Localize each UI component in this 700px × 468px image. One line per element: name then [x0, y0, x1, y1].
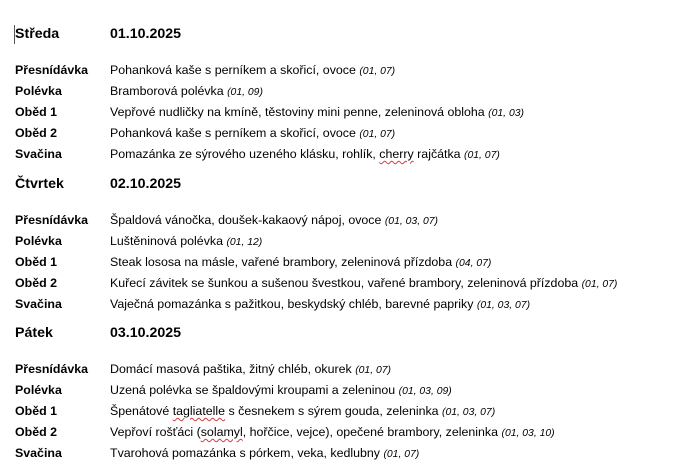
meal-label: Oběd 1 [15, 255, 57, 269]
allergen-codes: (01, 03, 07) [384, 216, 438, 227]
meal-row-obed-2 [0, 422, 700, 443]
meal-list [0, 359, 700, 464]
meal-description [110, 123, 395, 145]
meal-description [110, 359, 391, 381]
allergen-codes: (01, 03, 09) [398, 386, 452, 397]
meal-label: Oběd 1 [15, 105, 57, 119]
meal-row-svacina [0, 443, 700, 464]
meal-row-polevka [0, 380, 700, 401]
meal-row-presnidavka [0, 60, 700, 81]
meal-text: Pohanková kaše s perníkem a skořicí, ovoce [110, 126, 356, 140]
meal-row-presnidavka [0, 359, 700, 380]
meal-label: Přesnídávka [15, 213, 89, 227]
meal-text: Vepřové nudličky na kmíně, těstoviny mini penne, zeleninová obloha [110, 105, 485, 119]
spellcheck-flagged-word[interactable]: solamyl [200, 425, 243, 439]
meal-label: Oběd 2 [15, 126, 57, 140]
meal-text: s česnekem s sýrem gouda, zeleninka [225, 404, 439, 418]
meal-text: Tvarohová pomazánka s pórkem, veka, kedlubny [110, 446, 380, 460]
allergen-codes: (01, 03, 07) [442, 407, 496, 418]
meal-label: Polévka [15, 84, 62, 98]
meal-text: , hořčice, vejce), opečené brambory, zeleninka [242, 425, 499, 439]
allergen-codes: (01, 03, 10) [501, 428, 555, 439]
meal-row-presnidavka [0, 210, 700, 231]
day-header [0, 26, 700, 46]
meal-row-svacina [0, 144, 700, 165]
meal-description [110, 401, 495, 423]
allergen-codes: (01, 07) [359, 66, 396, 77]
meal-text: Špenátové [110, 404, 173, 418]
allergen-codes: (01, 07) [464, 150, 500, 161]
meal-row-obed-1 [0, 102, 700, 123]
meal-description [110, 210, 438, 232]
allergen-codes: (01, 07) [581, 279, 618, 290]
meal-text: rajčátka [413, 147, 461, 161]
meal-description [110, 102, 524, 124]
allergen-codes: (01, 07) [359, 129, 396, 140]
allergen-codes: (01, 03) [488, 108, 524, 119]
meal-text: Vepřoví rošťáci ( [110, 425, 201, 439]
meal-text: Pohanková kaše s perníkem a skořicí, ovoce [110, 63, 356, 77]
meal-text: Uzená polévka se špaldovými kroupami a zeleninou [110, 383, 396, 397]
allergen-codes: (01, 07) [355, 365, 391, 376]
meal-description [110, 273, 617, 295]
meal-description [110, 380, 452, 402]
meal-text: Kuřecí závitek se šunkou a sušenou švestkou, vařené brambory, zeleninová přízdoba [110, 276, 579, 290]
meal-description [110, 252, 491, 274]
day-section-thursday [0, 176, 700, 315]
meal-list [0, 210, 700, 315]
meal-row-obed-2 [0, 273, 700, 294]
meal-label: Svačina [15, 297, 62, 311]
meal-row-svacina [0, 294, 700, 315]
meal-label: Svačina [15, 446, 62, 460]
spellcheck-flagged-word[interactable]: tagliatelle [172, 404, 226, 418]
meal-description [110, 60, 395, 82]
meal-text: Pomazánka ze sýrového uzeného klásku, rohlík, [110, 147, 380, 161]
day-header [0, 325, 700, 345]
meal-description [110, 144, 500, 166]
meal-description [110, 294, 530, 316]
meal-label: Oběd 2 [15, 276, 57, 290]
day-name: Čtvrtek [15, 176, 64, 192]
meal-label: Oběd 1 [15, 404, 57, 418]
day-section-friday [0, 325, 700, 464]
allergen-codes: (01, 09) [227, 87, 263, 98]
meal-text: Domácí masová paštika, žitný chléb, okurek [110, 362, 352, 376]
day-date: 03.10.2025 [110, 325, 182, 341]
allergen-codes: (01, 12) [226, 237, 263, 248]
meal-label: Oběd 2 [15, 425, 57, 439]
meal-text: Bramborová polévka [110, 84, 224, 98]
meal-description [110, 231, 262, 253]
meal-text: Špaldová vánočka, doušek-kakaový nápoj, ovoce [110, 213, 382, 227]
meal-description [110, 81, 263, 103]
meal-row-obed-1 [0, 401, 700, 422]
meal-description [110, 443, 419, 465]
meal-row-polevka [0, 231, 700, 252]
spellcheck-flagged-word[interactable]: cherry [379, 147, 414, 161]
day-section-wednesday [0, 26, 700, 165]
meal-text: Luštěninová polévka [110, 234, 223, 248]
allergen-codes: (01, 03, 07) [476, 300, 531, 311]
allergen-codes: (04, 07) [455, 258, 492, 269]
meal-label: Přesnídávka [15, 63, 89, 77]
day-header [0, 176, 700, 196]
day-name: Středa [15, 26, 60, 42]
meal-label: Přesnídávka [15, 362, 89, 376]
meal-row-polevka [0, 81, 700, 102]
meal-label: Polévka [15, 234, 62, 248]
meal-label: Svačina [15, 147, 62, 161]
meal-text: Vaječná pomazánka s pažitkou, beskydský chléb, barevné papriky [110, 297, 474, 311]
day-date: 01.10.2025 [110, 26, 182, 42]
day-name: Pátek [15, 325, 53, 341]
meal-text: Steak lososa na másle, vařené brambory, zeleninová přízdoba [110, 255, 453, 269]
meal-list [0, 60, 700, 165]
meal-label: Polévka [15, 383, 62, 397]
allergen-codes: (01, 07) [383, 449, 420, 460]
day-date: 02.10.2025 [110, 176, 182, 192]
meal-row-obed-2 [0, 123, 700, 144]
meal-description [110, 422, 555, 444]
meal-row-obed-1 [0, 252, 700, 273]
